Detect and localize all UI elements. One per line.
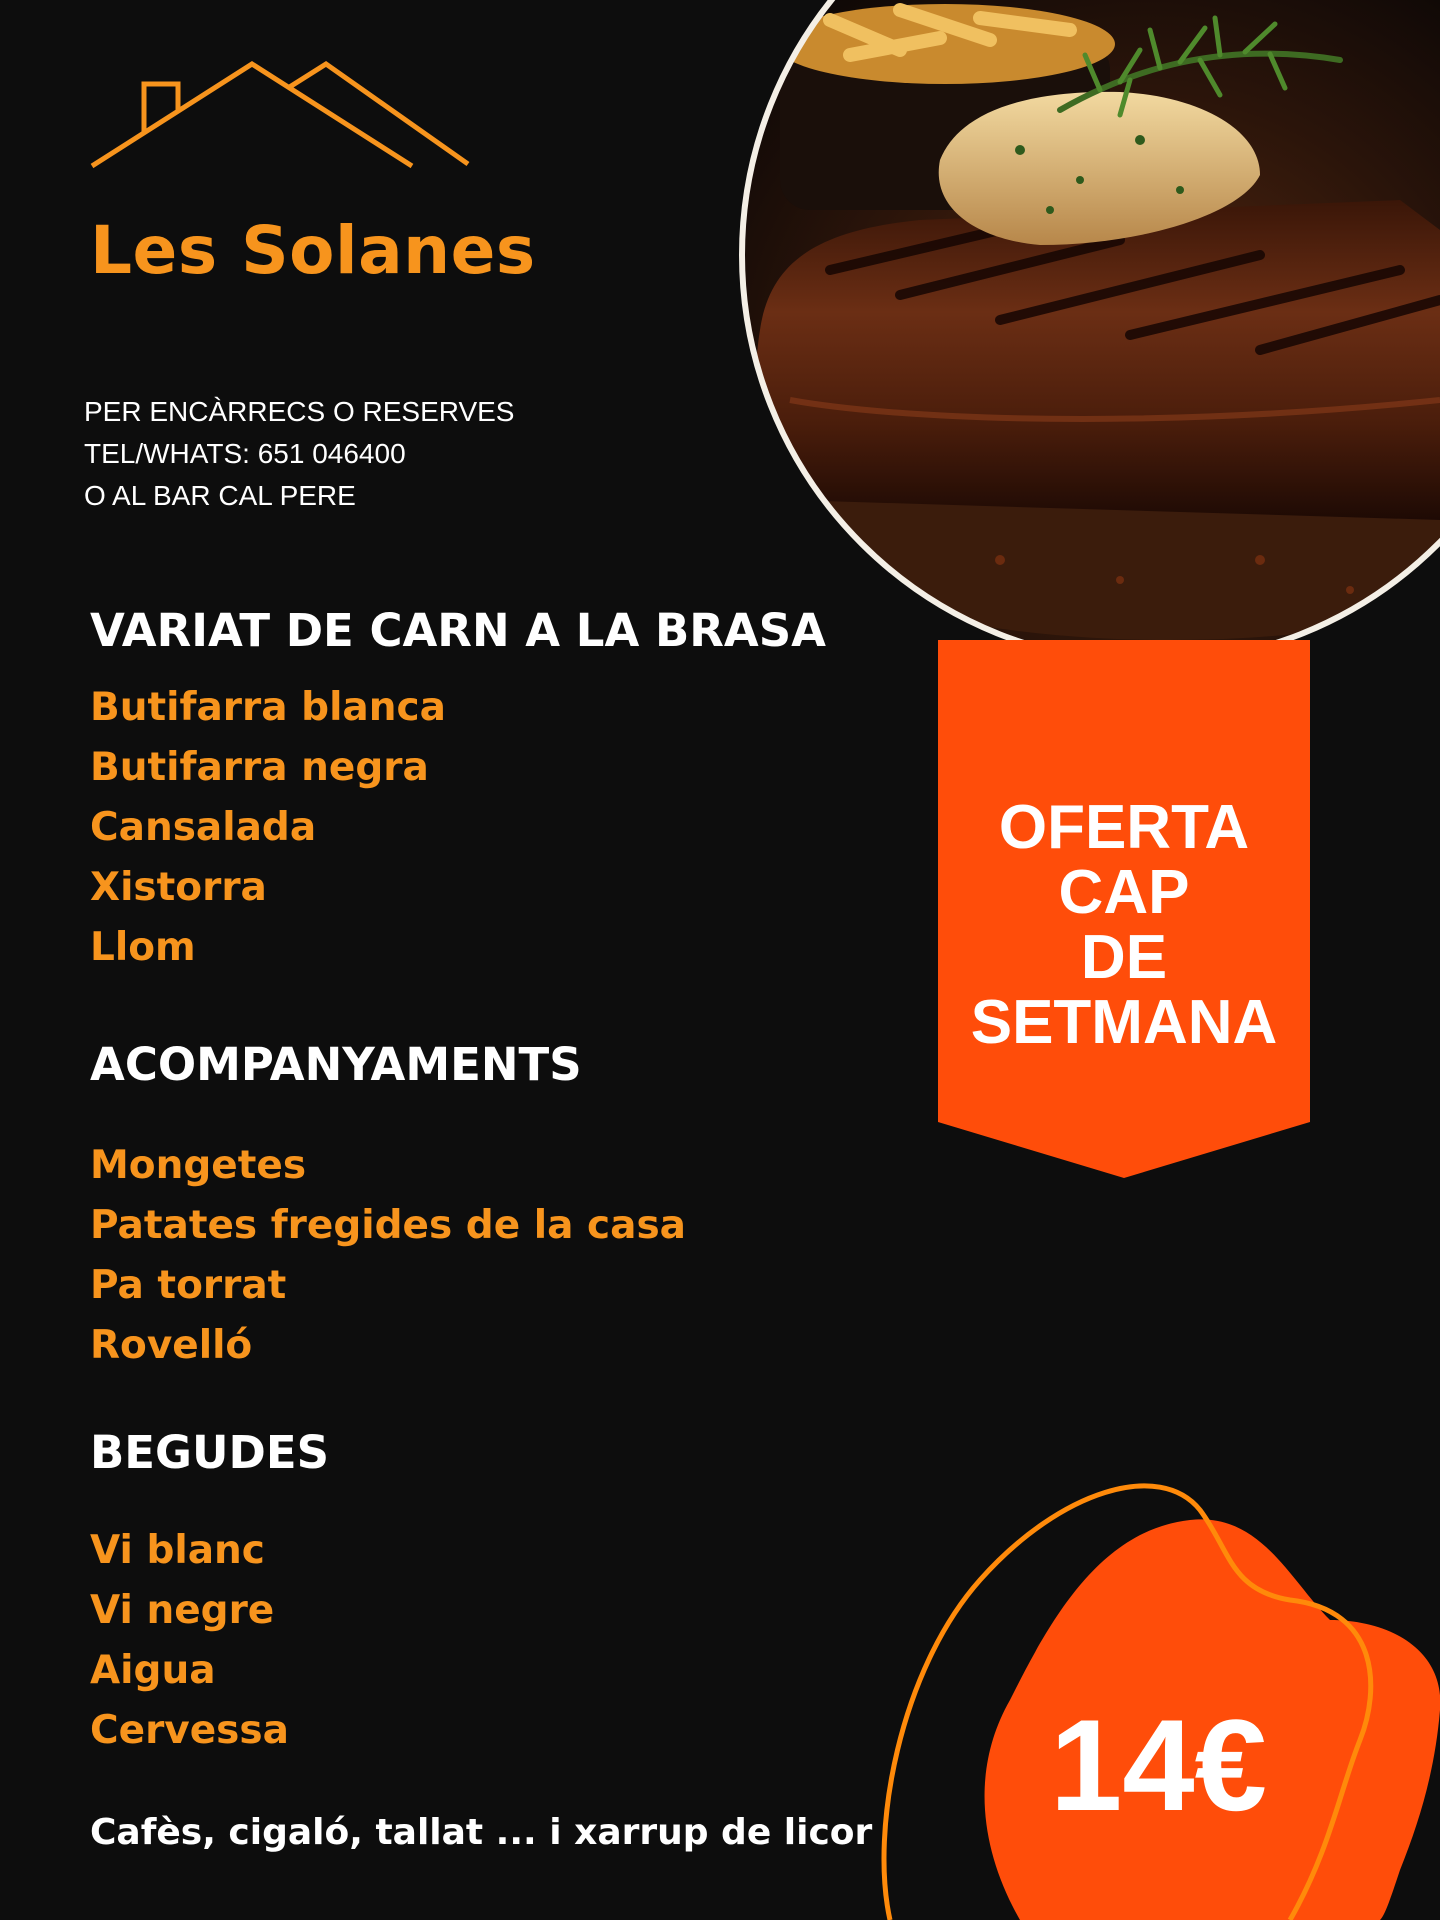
menu-item: Cervessa — [90, 1708, 289, 1753]
steak-photo — [700, 0, 1440, 680]
contact-line-phone: TEL/WHATS: 651 046400 — [84, 438, 406, 469]
menu-item: Pa torrat — [90, 1263, 287, 1308]
footer-note: Cafès, cigaló, tallat ... i xarrup de licor — [90, 1812, 873, 1853]
offer-line-3: DE — [1080, 923, 1168, 992]
house-roof-icon — [88, 58, 478, 170]
menu-item: Aigua — [90, 1648, 216, 1693]
offer-line-1: OFERTA — [998, 793, 1250, 862]
menu-item: Vi negre — [90, 1588, 275, 1633]
menu-item: Rovelló — [90, 1323, 253, 1368]
section-title-grill: VARIAT DE CARN A LA BRASA — [90, 604, 826, 657]
menu-item: Llom — [90, 925, 196, 970]
contact-line-orders: PER ENCÀRRECS O RESERVES — [84, 396, 515, 427]
section-title-sides: ACOMPANYAMENTS — [90, 1038, 582, 1091]
menu-item: Vi blanc — [90, 1528, 265, 1573]
menu-item: Butifarra blanca — [90, 685, 446, 730]
menu-item: Xistorra — [90, 865, 267, 910]
brand-name: Les Solanes — [90, 212, 536, 289]
section-title-drinks: BEGUDES — [90, 1426, 330, 1479]
menu-item: Patates fregides de la casa — [90, 1203, 686, 1248]
price-label: 14€ — [1050, 1692, 1267, 1838]
offer-line-4: SETMANA — [970, 988, 1278, 1057]
contact-line-bar: O AL BAR CAL PERE — [84, 480, 356, 511]
menu-item: Butifarra negra — [90, 745, 429, 790]
menu-item: Cansalada — [90, 805, 317, 850]
menu-item: Mongetes — [90, 1143, 307, 1188]
offer-line-2: CAP — [1058, 858, 1190, 927]
